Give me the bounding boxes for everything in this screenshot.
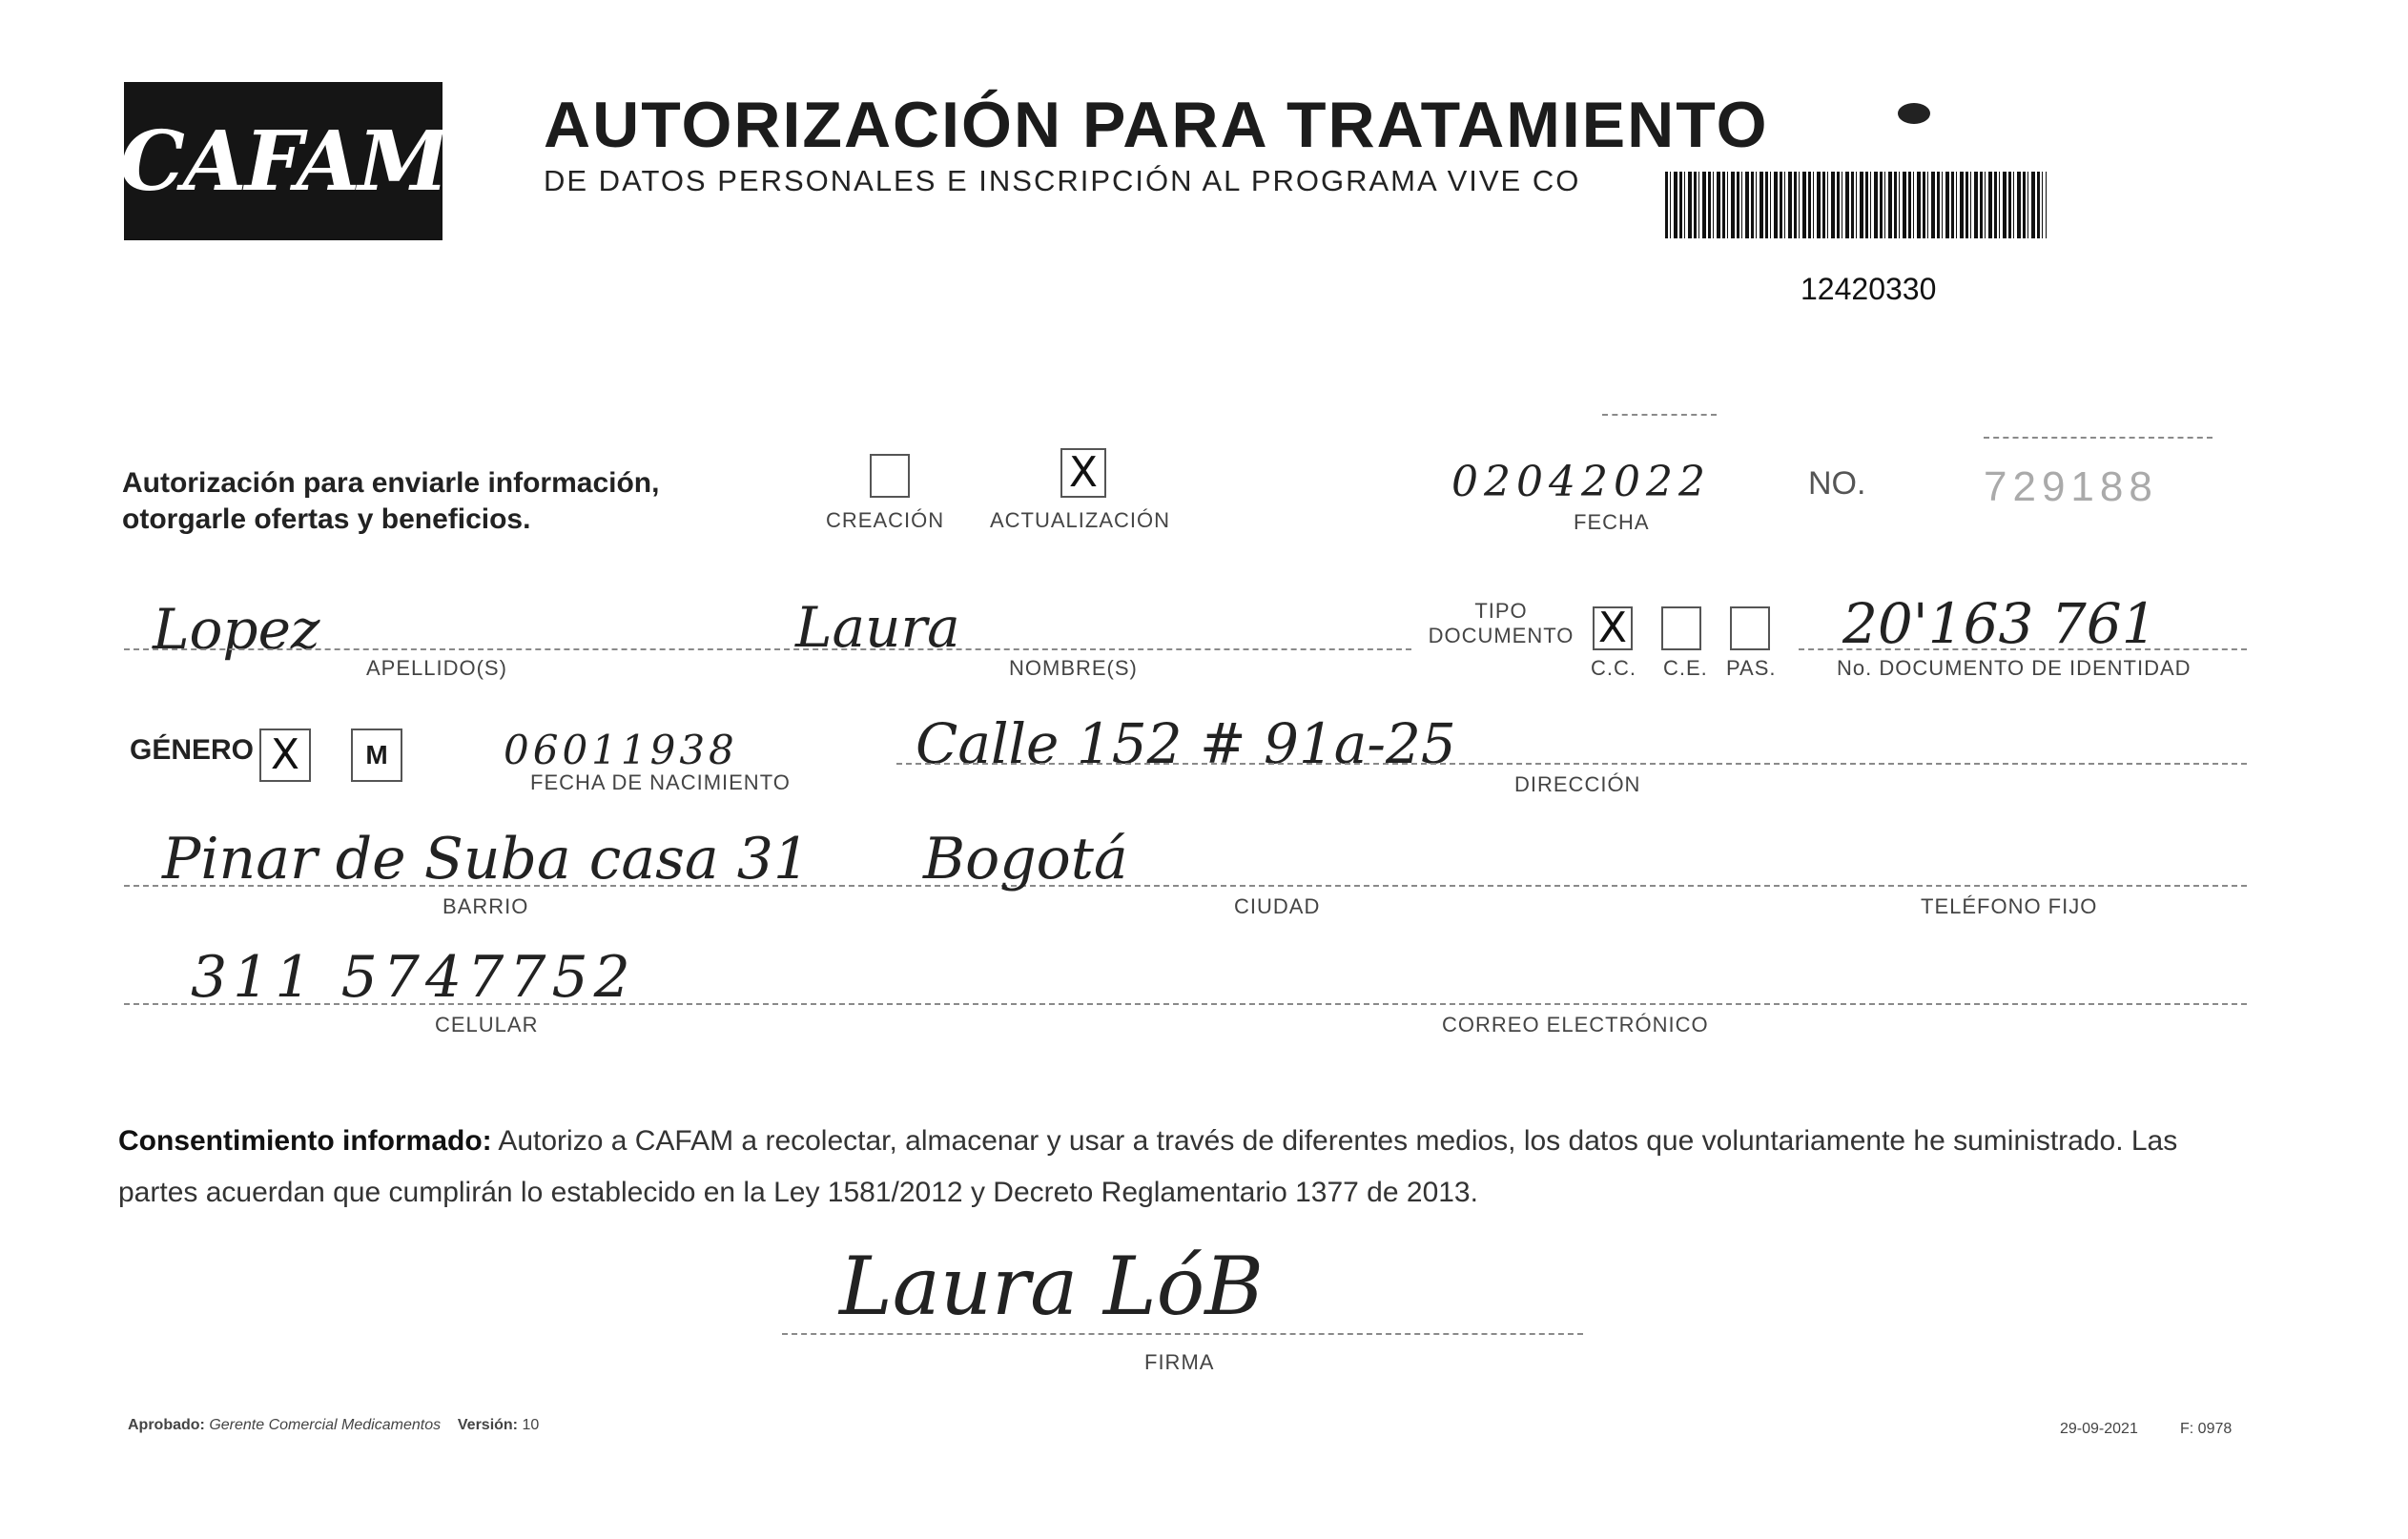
barrio-value[interactable]: Pinar de Suba casa 31 bbox=[162, 826, 811, 893]
no-label: NO. bbox=[1808, 465, 1866, 502]
nombres-label: NOMBRE(S) bbox=[1009, 656, 1138, 680]
genero-f-checkbox[interactable]: X bbox=[259, 728, 311, 782]
signature-label: FIRMA bbox=[1144, 1350, 1215, 1374]
ciudad-label: CIUDAD bbox=[1234, 894, 1321, 918]
footer-approval bbox=[128, 1417, 539, 1434]
celular-value[interactable]: 311 5747752 bbox=[191, 944, 636, 1011]
consent-paragraph bbox=[118, 1116, 2254, 1219]
fecha-value[interactable]: 02042022 bbox=[1451, 458, 1711, 506]
contact-underline bbox=[124, 1003, 2247, 1005]
no-value: 729188 bbox=[1984, 463, 2158, 510]
direccion-value[interactable]: Calle 152 # 91a-25 bbox=[916, 711, 1456, 776]
version-label: Versión: bbox=[457, 1417, 519, 1433]
barcode bbox=[1665, 172, 2047, 238]
barrio-label: BARRIO bbox=[442, 894, 529, 918]
barcode-number: 12420330 bbox=[1801, 272, 1937, 306]
ciudad-value[interactable]: Bogotá bbox=[923, 826, 1128, 893]
ink-blot bbox=[1898, 103, 1930, 124]
apellidos-value[interactable]: Lopez bbox=[153, 597, 320, 662]
genero-label: GÉNERO bbox=[130, 734, 255, 766]
location-underline bbox=[124, 885, 2247, 887]
identity-underline bbox=[124, 648, 1411, 650]
ce-checkbox[interactable] bbox=[1661, 606, 1701, 650]
direccion-underline bbox=[896, 763, 2247, 765]
authorization-label: Autorización para enviarle información, otorgarle ofertas y beneficios. bbox=[122, 467, 660, 535]
cc-checkbox[interactable]: X bbox=[1593, 606, 1633, 650]
telefono-label: TELÉFONO FIJO bbox=[1921, 894, 2098, 918]
actualizacion-checkbox[interactable]: X bbox=[1060, 448, 1106, 498]
footer-date: 29-09-2021 bbox=[2060, 1421, 2138, 1437]
form-subtitle: DE DATOS PERSONALES E INSCRIPCIÓN AL PROGRAMA VIVE CO bbox=[544, 164, 1581, 197]
correo-label: CORREO ELECTRÓNICO bbox=[1442, 1013, 1709, 1036]
pas-checkbox[interactable] bbox=[1730, 606, 1770, 650]
nacimiento-value[interactable]: 06011938 bbox=[504, 727, 738, 773]
aprobado-value: Gerente Comercial Medicamentos bbox=[209, 1417, 442, 1433]
creacion-checkbox[interactable] bbox=[870, 454, 910, 498]
version-value: 10 bbox=[522, 1417, 540, 1433]
signature-value[interactable]: Laura LóB bbox=[839, 1240, 1264, 1333]
celular-label: CELULAR bbox=[435, 1013, 539, 1036]
tipo-documento-label: TIPO DOCUMENTO bbox=[1428, 599, 1574, 647]
nacimiento-label: FECHA DE NACIMIENTO bbox=[530, 770, 791, 794]
footer-code: F: 0978 bbox=[2180, 1421, 2233, 1437]
ce-label: C.E. bbox=[1663, 656, 1708, 680]
apellidos-label: APELLIDO(S) bbox=[366, 656, 507, 680]
documento-underline bbox=[1799, 648, 2247, 650]
cc-label: C.C. bbox=[1591, 656, 1636, 680]
fecha-label: FECHA bbox=[1574, 510, 1650, 534]
divider bbox=[1602, 414, 1717, 416]
signature-underline bbox=[782, 1333, 1583, 1335]
documento-value[interactable]: 20'163 761 bbox=[1842, 591, 2157, 656]
documento-label: No. DOCUMENTO DE IDENTIDAD bbox=[1837, 656, 2192, 680]
creacion-label: CREACIÓN bbox=[826, 508, 945, 532]
aprobado-label: Aprobado: bbox=[128, 1417, 205, 1433]
consent-text: Autorizo a CAFAM a recolectar, almacenar y usar a través de diferentes medios, los datos que voluntariamente he suministrado. Las partes acuerdan que cumplirán lo establecido en la Ley 1581/2012 y Decreto Reglamentario 1377 de 2013. bbox=[118, 1125, 2178, 1208]
cafam-logo: CAFAM bbox=[124, 82, 442, 240]
pas-label: PAS. bbox=[1726, 656, 1777, 680]
divider bbox=[1984, 437, 2212, 439]
direccion-label: DIRECCIÓN bbox=[1514, 772, 1641, 796]
actualizacion-label: ACTUALIZACIÓN bbox=[990, 508, 1171, 532]
consent-heading: Consentimiento informado: bbox=[118, 1125, 492, 1157]
form-title: AUTORIZACIÓN PARA TRATAMIENTO bbox=[544, 89, 1769, 161]
genero-m-checkbox[interactable]: M bbox=[351, 728, 402, 782]
nombres-value[interactable]: Laura bbox=[795, 595, 960, 660]
